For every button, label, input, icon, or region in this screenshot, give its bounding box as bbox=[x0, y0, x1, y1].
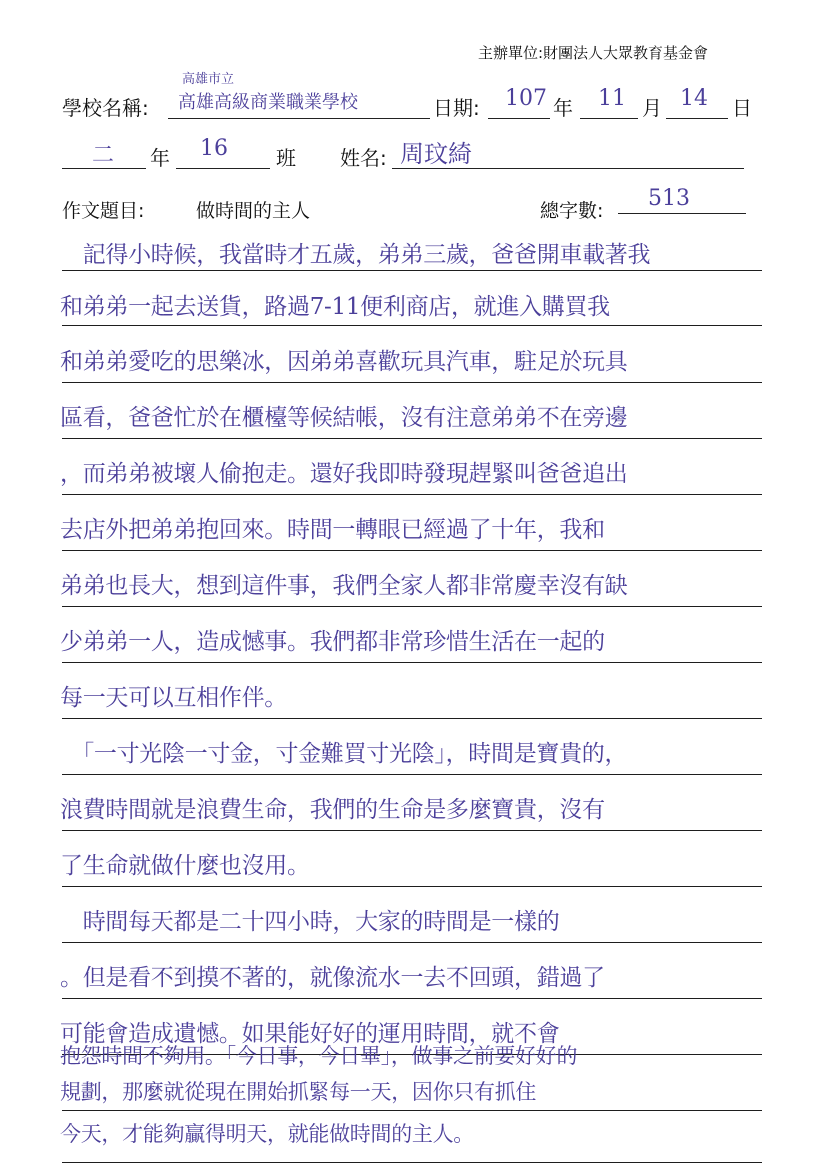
wordcount-label: 總字數: bbox=[540, 200, 604, 222]
name-value: 周玟綺 bbox=[400, 140, 472, 168]
name-underline bbox=[392, 168, 744, 169]
ruled-line bbox=[62, 662, 762, 663]
essay-line: 和弟弟愛吃的思樂冰，因弟弟喜歡玩具汽車，駐足於玩具 bbox=[60, 349, 628, 375]
ruled-line bbox=[62, 1110, 762, 1111]
ruled-line bbox=[62, 438, 762, 439]
class-underline bbox=[176, 168, 270, 169]
essay-line: 。但是看不到摸不著的，就像流水一去不回頭，錯過了 bbox=[60, 965, 605, 991]
ruled-line bbox=[62, 998, 762, 999]
essay-line: 了生命就做什麼也沒用。 bbox=[60, 853, 310, 879]
month-label: 月 bbox=[642, 96, 662, 120]
ruled-line bbox=[62, 382, 762, 383]
essay-line: 記得小時候，我當時才五歲，弟弟三歲，爸爸開車載著我 bbox=[60, 242, 651, 268]
wordcount-value: 513 bbox=[648, 186, 690, 211]
year-label: 年 bbox=[553, 96, 573, 120]
ruled-line bbox=[62, 830, 762, 831]
class-label: 班 bbox=[276, 146, 296, 170]
month-underline bbox=[580, 118, 638, 119]
school-prefix: 高雄市立 bbox=[182, 72, 235, 87]
topic-value: 做時間的主人 bbox=[196, 200, 311, 222]
school-underline bbox=[168, 118, 430, 119]
essay-line: 抱怨時間不夠用。「今日事，今日畢」，做事之前要好好的 bbox=[60, 1044, 578, 1068]
ruled-line bbox=[62, 606, 762, 607]
essay-line: 每一天可以互相作伴。 bbox=[60, 685, 288, 711]
day-underline bbox=[666, 118, 728, 119]
ruled-line bbox=[62, 886, 762, 887]
grade-label: 年 bbox=[150, 146, 170, 170]
ruled-line bbox=[62, 550, 762, 551]
essay-line: ，而弟弟被壞人偷抱走。還好我即時發現趕緊叫爸爸追出 bbox=[60, 461, 628, 487]
topic-label: 作文題目: bbox=[62, 200, 145, 222]
date-year: 107 bbox=[505, 86, 547, 111]
essay-line: 去店外把弟弟抱回來。時間一轉眼已經過了十年，我和 bbox=[60, 517, 605, 543]
class-value: 16 bbox=[200, 136, 228, 161]
organizer-line: 主辦單位:財團法人大眾教育基金會 bbox=[478, 44, 709, 62]
essay-line: 區看，爸爸忙於在櫃檯等候結帳，沒有注意弟弟不在旁邊 bbox=[60, 405, 628, 431]
school-label: 學校名稱: bbox=[62, 96, 149, 120]
essay-line: 今天，才能夠贏得明天，就能做時間的主人。 bbox=[60, 1122, 474, 1146]
essay-line: 浪費時間就是浪費生命，我們的生命是多麼寶貴，沒有 bbox=[60, 797, 605, 823]
date-day: 14 bbox=[680, 86, 708, 111]
ruled-line bbox=[62, 270, 762, 271]
ruled-line bbox=[62, 718, 762, 719]
essay-line: 規劃，那麼就從現在開始抓緊每一天，因你只有抓住 bbox=[60, 1080, 537, 1104]
date-label: 日期: bbox=[433, 96, 480, 120]
name-label: 姓名: bbox=[340, 146, 387, 170]
essay-line: 「一寸光陰一寸金，寸金難買寸光陰」，時間是寶貴的， bbox=[60, 741, 628, 767]
essay-line: 和弟弟一起去送貨，路過7-11便利商店，就進入購買我 bbox=[60, 294, 610, 320]
day-label: 日 bbox=[732, 96, 752, 120]
ruled-line bbox=[62, 774, 762, 775]
essay-line: 可能會造成遺憾。如果能好好的運用時間，就不會 bbox=[60, 1021, 560, 1047]
year-underline bbox=[488, 118, 550, 119]
ruled-line bbox=[62, 942, 762, 943]
essay-line: 少弟弟一人，造成憾事。我們都非常珍惜生活在一起的 bbox=[60, 629, 605, 655]
grade-underline bbox=[62, 168, 146, 169]
essay-line: 弟弟也長大，想到這件事，我們全家人都非常慶幸沒有缺 bbox=[60, 573, 628, 599]
ruled-line bbox=[62, 1162, 762, 1163]
ruled-line bbox=[62, 325, 762, 326]
essay-line: 時間每天都是二十四小時，大家的時間是一樣的 bbox=[60, 909, 560, 935]
school-name: 高雄高級商業職業學校 bbox=[178, 92, 358, 113]
wordcount-underline bbox=[618, 213, 746, 214]
grade-value: 二 bbox=[92, 143, 115, 168]
date-month: 11 bbox=[598, 86, 626, 111]
ruled-line bbox=[62, 494, 762, 495]
